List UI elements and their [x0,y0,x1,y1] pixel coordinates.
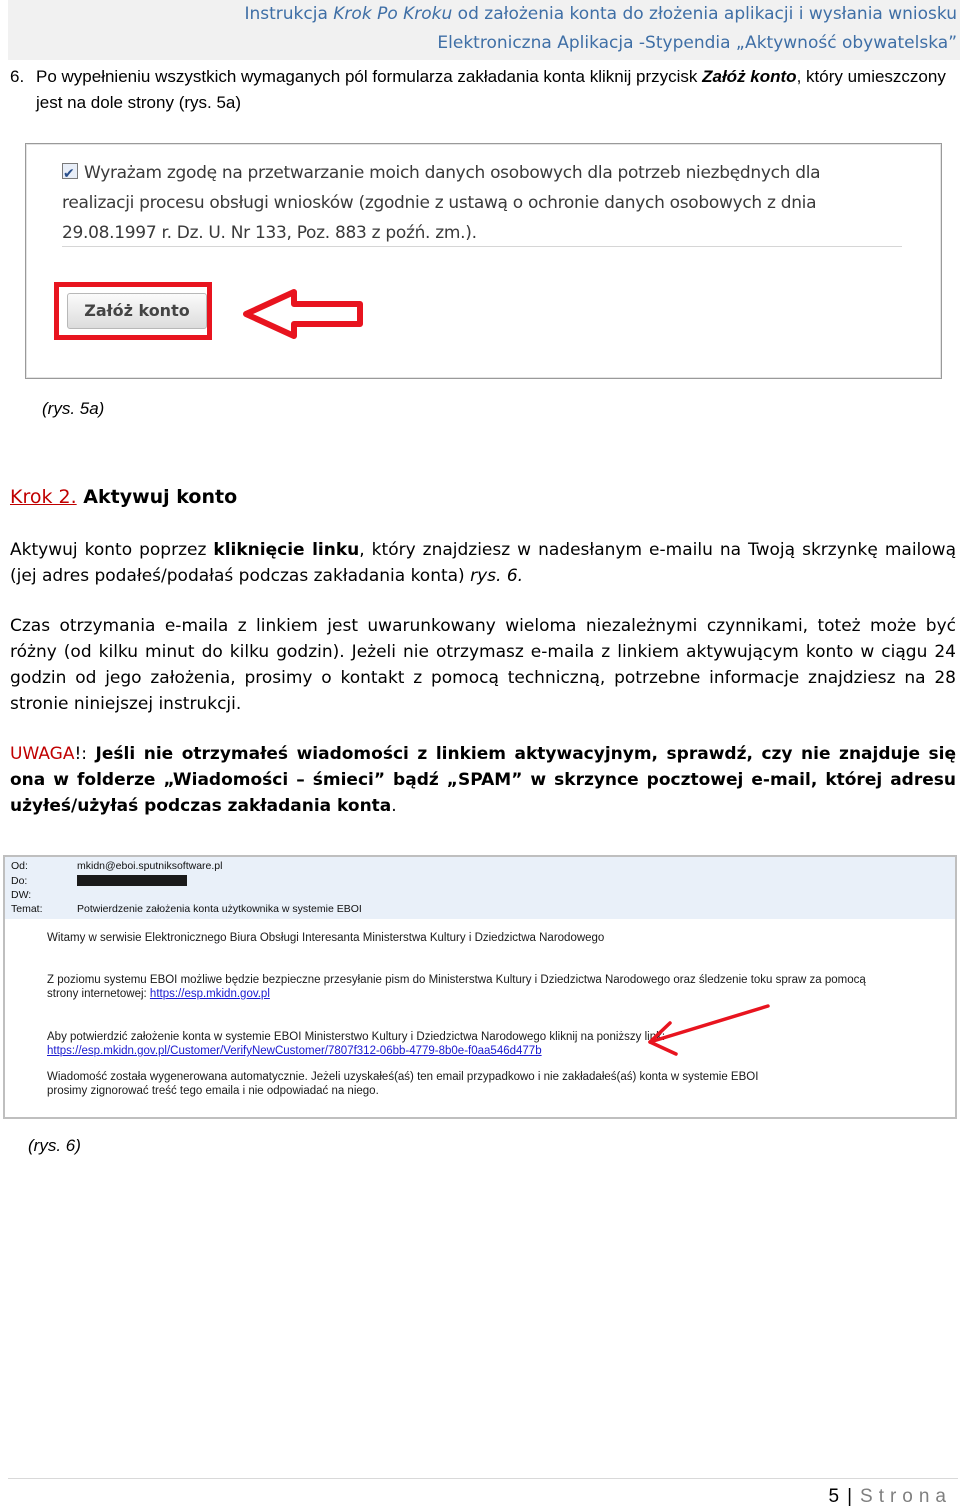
warning-excl: !: [74,744,88,764]
esp-link[interactable]: https://esp.mkidn.gov.pl [149,988,270,1000]
header-prefix: Instrukcja [244,4,328,24]
step6-button-ref: Załóż konto [702,67,797,86]
page-header [8,0,960,60]
header-title [244,4,957,24]
step6-text: Po wypełnieniu wszystkich wymaganych pól formularza zakładania konta kliknij przycisk [36,67,703,86]
header-italic: Krok Po Kroku [333,4,453,24]
step-2-heading [10,486,237,508]
to-label: Do: [11,875,28,887]
body1-text: Z poziomu systemu EBOI możliwe będzie bezpieczne przesyłanie pism do Ministerstwa Kultury i Dziedzictwa Narodowego oraz śledzenie toku spraw za pomocą [47,974,866,986]
figure-6-email-screenshot [3,855,957,1119]
header-subtitle: Elektroniczna Aplikacja -Stypendia „Aktywność obywatelska” [437,33,957,53]
footer1-text: Wiadomość została wygenerowana automatycznie. Jeżeli uzyskałeś(aś) ten email przypadkowo i nie zakładałeś(aś) konta w systemie EBOI [47,1071,759,1083]
pointer-arrow-icon [242,288,364,340]
figure-5a-caption: (rys. 5a) [42,399,105,418]
step6-text-after: , który umieszczony jest na dole strony (rys. 5a) [36,67,946,112]
consent-text [62,158,872,248]
para1-bold: kliknięcie linku [213,540,360,560]
verify-link[interactable]: https://esp.mkidn.gov.pl/Customer/VerifyNewCustomer/7807f312-06bb-4779-8b0e-f0aa546d477b [47,1045,542,1057]
step-6-paragraph [10,64,958,116]
para1-ref: rys. 6. [470,566,524,586]
header-suffix: od założenia konta do złożenia aplikacji i wysłania wniosku [452,4,957,24]
consent-checkbox[interactable] [62,163,78,179]
subject-value: Potwierdzenie założenia konta użytkownika w systemie EBOI [77,903,362,915]
highlight-frame [54,282,212,340]
step-number: 6. [10,67,25,86]
body1-prefix: strony internetowej: [47,988,150,1000]
email-body-1 [47,973,927,1001]
subject-label: Temat: [11,903,43,915]
warning-label: UWAGA [10,744,75,764]
body2-text: Aby potwierdzić założenie konta w systemie EBOI Ministerstwo Kultury i Dziedzictwa Narodowego kliknij na poniższy link: [47,1031,666,1043]
page-number [829,1486,953,1508]
redacted-bar [77,875,187,886]
figure-6-caption: (rys. 6) [28,1136,81,1155]
footer2-text: prosimy zignorować treść tego emaila i nie odpowiadać na niego. [47,1085,379,1097]
pointer-arrow-icon [640,990,775,1065]
timing-paragraph: Czas otrzymania e-maila z linkiem jest uwarunkowany wieloma niezależnymi czynnikami, toteż może być różny (od kilku minut do kilku godzin). Jeżeli nie otrzymasz e-maila z linkiem aktywującym konto w ciągu 24 godzin od jego założenia, prosimy o kontakt z pomocą techniczną, potrzebne informacje znajdziesz na 28 stronie niniejszej instrukcji. [10,616,956,714]
consent-label: Wyrażam zgodę na przetwarzanie moich danych osobowych dla potrzeb niezbędnych dla realizacji procesu obsługi wniosków (zgodnie z ustawą o ochronie danych osobowych z dnia 29.08.1997 r. Dz. U. Nr 133, Poz. 883 z poźń. zm.). [62,163,821,243]
warning-text: Jeśli nie otrzymałeś wiadomości z linkiem aktywacyjnym, sprawdź, czy nie znajduje się ona w folderze „Wiadomości – śmieci” bądź „SPAM” w skrzynce pocztowej e-mail, której adresu użyłeś/użyłaś podczas zakładania konta [10,744,956,816]
para1-text: Aktywuj konto poprzez [10,540,214,560]
email-welcome: Witamy w serwisie Elektronicznego Biura Obsługi Interesanta Ministerstwa Kultury i Dziedzictwa Narodowego [47,932,605,944]
cc-label: DW: [11,889,32,901]
warning-paragraph [10,741,956,819]
figure-5a-screenshot [25,143,942,379]
step-2-title: Aktywuj konto [76,486,238,508]
para1-text-2: , który znajdziesz w nadesłanym e-mailu na Twoją skrzynkę mailową (jej adres podałeś/podałaś podczas zakładania konta) [10,540,956,586]
footer-divider [8,1478,958,1479]
email-body-2 [47,1030,927,1058]
from-label: Od: [11,860,28,872]
divider [62,246,902,247]
warning-end: . [391,796,397,816]
activation-paragraph [10,537,956,589]
page-number-value: 5 [828,1486,840,1507]
create-account-button[interactable]: Załóż konto [67,293,207,329]
email-header [5,857,955,919]
step-2-link[interactable]: Krok 2. [10,486,77,508]
email-footer [47,1070,927,1098]
page-separator: | [847,1486,853,1507]
from-value: mkidn@eboi.sputniksoftware.pl [77,860,223,872]
page-label: Strona [860,1486,952,1507]
